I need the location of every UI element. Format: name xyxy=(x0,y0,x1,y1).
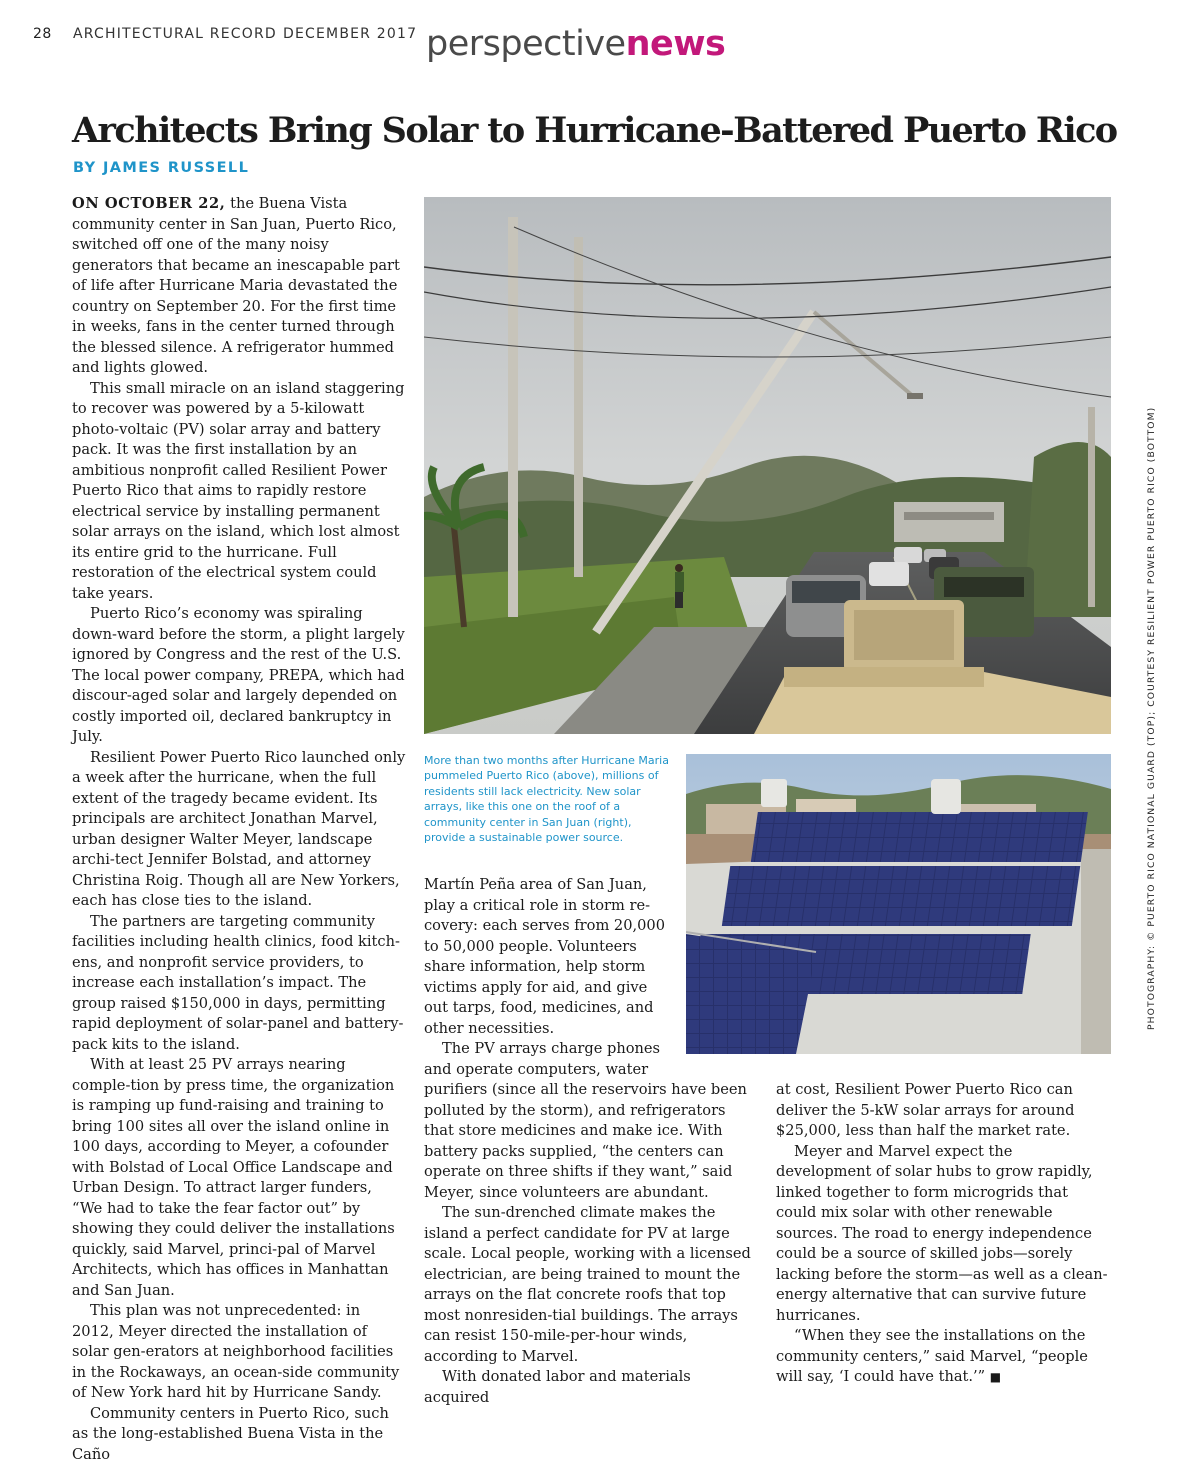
paragraph: The sun-drenched climate makes the island a perfect candidate for PV at large scale. Local people, working with a licensed electrician, are being trained to mount the arrays on the flat concrete roofs that top most nonresiden-tial buildings. The arrays can resist 150-mile-per-hour winds, according to Marvel. xyxy=(424,1204,751,1365)
photo-rooftop-solar xyxy=(686,754,1111,1054)
paragraph: With at least 25 PV arrays nearing comple-tion by press time, the organization is ramping up fund-raising and training to bring 100 sites all over the island online in 100 days, according to Meyer, a cofounder with Bolstad of Local Office Landscape and Urban Design. To attract larger funders, “We had to take the fear factor out” by showing they could deliver the installations quickly, said Marvel, princi-pal of Marvel Architects, which has offices in Manhattan and San Juan. xyxy=(72,1056,395,1299)
issue-date: DECEMBER 2017 xyxy=(283,26,418,42)
paragraph: With donated labor and materials acquired xyxy=(424,1368,691,1406)
publication-name: ARCHITECTURAL RECORD xyxy=(73,26,277,42)
article-column-2-top xyxy=(424,875,669,1080)
paragraph: Puerto Rico’s economy was spiraling down-ward before the storm, a plight largely ignored by Congress and the rest of the U.S. The local power company, PREPA, which had discour-aged solar and largely depended on costly imported oil, declared bankruptcy in July. xyxy=(72,605,405,745)
article-headline: Architects Bring Solar to Hurricane-Battered Puerto Rico xyxy=(72,110,1117,151)
paragraph: Meyer and Marvel expect the development of solar hubs to grow rapidly, linked together to form microgrids that could mix solar with other renewable sources. The road to energy independence could be a source of skilled jobs—sorely lacking before the storm—as well as a clean-energy alternative that can survive future hurricanes. xyxy=(776,1142,1108,1324)
end-mark-icon: ■ xyxy=(989,1370,1002,1384)
photo-caption: More than two months after Hurricane Maria pummeled Puerto Rico (above), millions of residents still lack electricity. New solar arrays, like this one on the roof of a community center in San Juan (right), provide a sustainable power source. xyxy=(424,754,669,845)
paragraph: Resilient Power Puerto Rico launched only a week after the hurricane, when the full extent of the tragedy became evident. Its principals are architect Jonathan Marvel, urban designer Walter Meyer, landscape archi-tect Jennifer Bolstad, and attorney Christina Roig. Though all are New Yorkers, each has close ties to the island. xyxy=(72,748,406,909)
paragraph: at cost, Resilient Power Puerto Rico can deliver the 5-kW solar arrays for around $25,000, less than half the market rate. xyxy=(776,1081,1075,1139)
paragraph: Community centers in Puerto Rico, such as the long-established Buena Vista in the Caño xyxy=(72,1404,389,1463)
paragraph: ON OCTOBER 22, the Buena Vista community center in San Juan, Puerto Rico, switched off one of the many noisy generators that became an inescapable part of life after Hurricane Maria devastated the country on September 20. For the first time in weeks, fans in the center turned through the blessed silence. A refrigerator hummed and lights glowed. xyxy=(72,195,400,376)
article-byline: BY JAMES RUSSELL xyxy=(73,160,250,176)
article-column-3 xyxy=(776,1080,1112,1388)
paragraph: “When they see the installations on the community centers,” said Marvel, “people will say, ‘I could have that.’” ■ xyxy=(776,1327,1088,1385)
section-title xyxy=(426,22,725,66)
page-number: 28 xyxy=(33,26,52,42)
photo-hurricane-street xyxy=(424,197,1111,734)
article-column-1 xyxy=(72,194,406,1465)
paragraph: This plan was not unprecedented: in 2012, Meyer directed the installation of solar gen-erators at neighborhood facilities in the Rockaways, an ocean-side community of New York hard hit by Hurricane Sandy. xyxy=(72,1302,400,1401)
paragraph: purifiers (since all the reservoirs have been polluted by the storm), and refrigerators that store medicines and make ice. With battery packs supplied, “the centers can operate on three shifts if they want,” said Meyer, since volunteers are abundant. xyxy=(424,1081,747,1201)
photo-credit: PHOTOGRAPHY: © PUERTO RICO NATIONAL GUARD (TOP); COURTESY RESILIENT POWER PUERTO RICO (BOTTOM) xyxy=(1146,406,1157,1030)
lead-in: ON OCTOBER 22, xyxy=(72,195,226,212)
section-title-part1: perspective xyxy=(426,24,626,64)
paragraph: The PV arrays charge phones and operate computers, water xyxy=(424,1040,661,1078)
paragraph: This small miracle on an island staggering to recover was powered by a 5-kilowatt photo-voltaic (PV) solar array and battery pack. It was the first installation by an ambitious nonprofit called Resilient Power Puerto Rico that aims to rapidly restore electrical service by installing permanent solar arrays on the island, which lost almost its entire grid to the hurricane. Full restoration of the electrical system could take years. xyxy=(72,379,405,602)
paragraph: The partners are targeting community facilities including health clinics, food kitch-ens, and nonprofit service providers, to increase each installation’s impact. The group raised $150,000 in days, permitting rapid deployment of solar-panel and battery-pack kits to the island. xyxy=(72,912,404,1053)
article-column-2-bottom xyxy=(424,1080,756,1408)
section-title-part2: news xyxy=(625,24,726,64)
paragraph: Martín Peña area of San Juan, play a critical role in storm re-covery: each serves from 20,000 to 50,000 people. Volunteers share information, help storm victims apply for aid, and give out tarps, food, medicines, and other necessities. xyxy=(424,876,665,1037)
page-header xyxy=(0,0,1200,80)
